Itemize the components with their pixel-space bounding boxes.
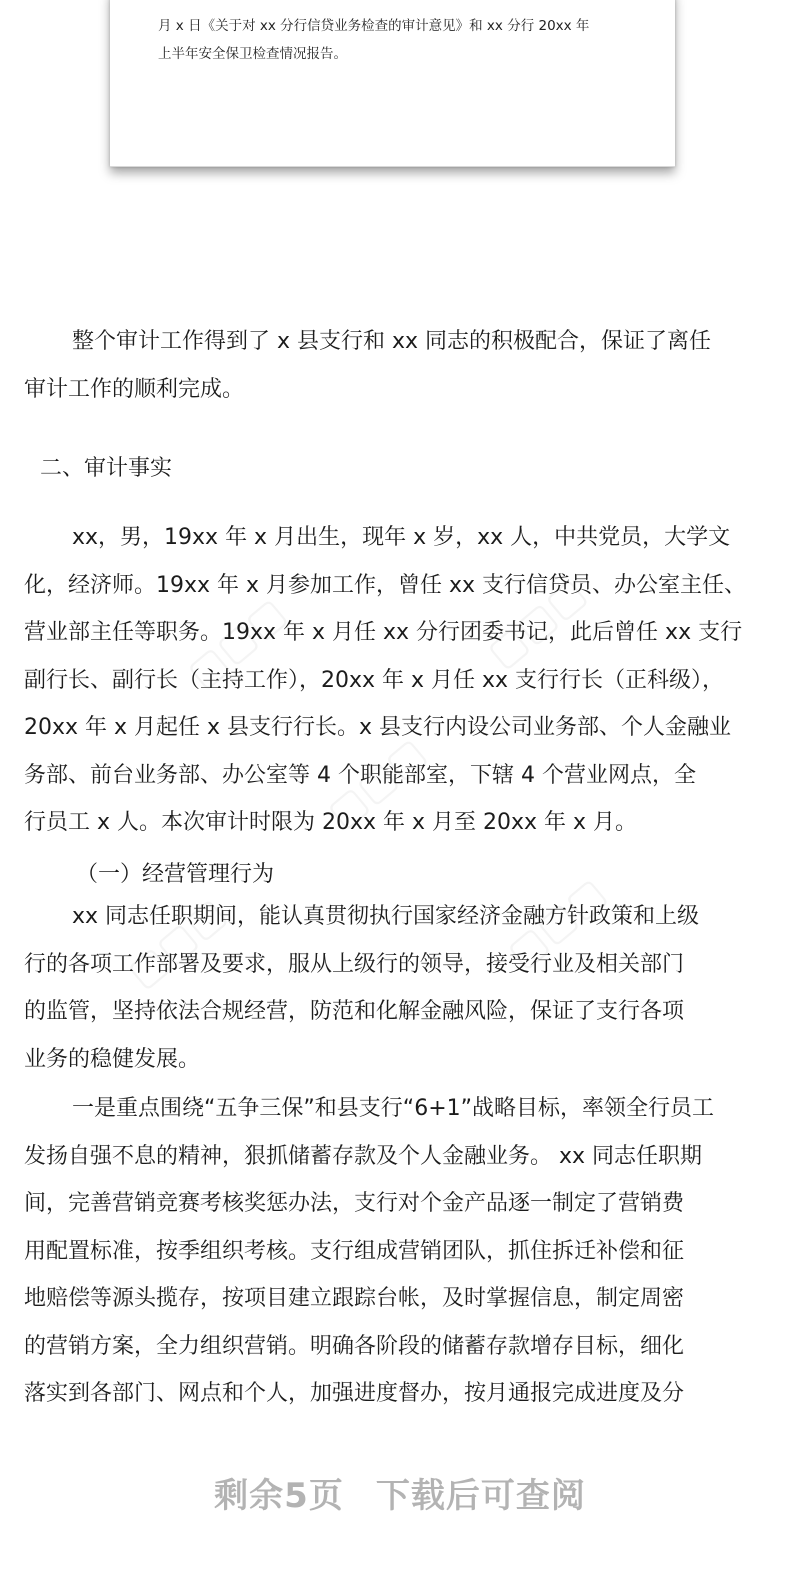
subsection-heading-management: （一）经营管理行为 bbox=[76, 862, 275, 887]
text-line: 行的各项工作部署及要求，服从上级行的领导，接受行业及相关部门 bbox=[24, 951, 685, 977]
text-line: 的营销方案，全力组织营销。明确各阶段的储蓄存款增存目标，细化 bbox=[24, 1333, 685, 1359]
text-line: 发扬自强不息的精神，狠抓储蓄存款及个人金融业务。 xx 同志任职期 bbox=[24, 1143, 703, 1169]
remaining-pages-text: 剩余5页 bbox=[214, 1476, 344, 1516]
paragraph-cooperation bbox=[24, 318, 769, 413]
download-to-view-text: 下载后可查阅 bbox=[375, 1476, 586, 1516]
text-line: 20xx 年 x 月起任 x 县支行行长。x 县支行内设公司业务部、个人金融业 bbox=[24, 715, 732, 740]
text-line: 用配置标准，按季组织考核。支行组成营销团队，抓住拆迁补偿和征 bbox=[24, 1238, 685, 1264]
preview-text bbox=[158, 12, 638, 68]
text-line: xx，男，19xx 年 x 月出生，现年 x 岁，xx 人，中共党员，大学文 bbox=[72, 525, 731, 550]
text-line: 整个审计工作得到了 x 县支行和 xx 同志的积极配合，保证了离任 bbox=[72, 329, 712, 354]
text-line: 的监管，坚持依法合规经营，防范和化解金融风险，保证了支行各项 bbox=[24, 999, 685, 1024]
text-line: 审计工作的顺利完成。 bbox=[24, 376, 245, 402]
text-line: 业务的稳健发展。 bbox=[24, 1046, 201, 1072]
preview-line: 月 x 日《关于对 xx 分行信贷业务检查的审计意见》和 xx 分行 20xx 年 bbox=[158, 18, 590, 34]
text-line: 间，完善营销竞赛考核奖惩办法，支行对个金产品逐一制定了营销费 bbox=[24, 1191, 685, 1216]
text-line: 营业部主任等职务。19xx 年 x 月任 xx 分行团委书记，此后曾任 xx 支行 bbox=[24, 620, 743, 645]
previous-page-preview bbox=[110, 0, 675, 167]
paragraph-management-conduct bbox=[24, 893, 769, 1083]
download-prompt[interactable] bbox=[0, 1468, 800, 1517]
paragraph-personal-profile bbox=[24, 514, 769, 847]
text-line: 地赔偿等源头揽存，按项目建立跟踪台帐，及时掌握信息，制定周密 bbox=[24, 1286, 685, 1311]
text-line: 一是重点围绕“五争三保”和县支行“6+1”战略目标，率领全行员工 bbox=[72, 1096, 715, 1121]
section-heading-audit-facts: 二、审计事实 bbox=[40, 456, 173, 481]
text-line: 务部、前台业务部、办公室等 4 个职能部室，下辖 4 个营业网点，全 bbox=[24, 762, 696, 788]
text-line: xx 同志任职期间，能认真贯彻执行国家经济金融方针政策和上级 bbox=[72, 904, 700, 929]
paragraph-deposit-strategy bbox=[24, 1085, 769, 1418]
text-line: 落实到各部门、网点和个人，加强进度督办，按月通报完成进度及分 bbox=[24, 1381, 685, 1406]
text-line: 行员工 x 人。本次审计时限为 20xx 年 x 月至 20xx 年 x 月。 bbox=[24, 810, 638, 835]
text-line: 副行长、副行长（主持工作），20xx 年 x 月任 xx 支行行长（正科级）， bbox=[24, 667, 725, 693]
text-line: 化，经济师。19xx 年 x 月参加工作，曾任 xx 支行信贷员、办公室主任、 bbox=[24, 572, 747, 598]
preview-line: 上半年安全保卫检查情况报告。 bbox=[158, 46, 347, 62]
